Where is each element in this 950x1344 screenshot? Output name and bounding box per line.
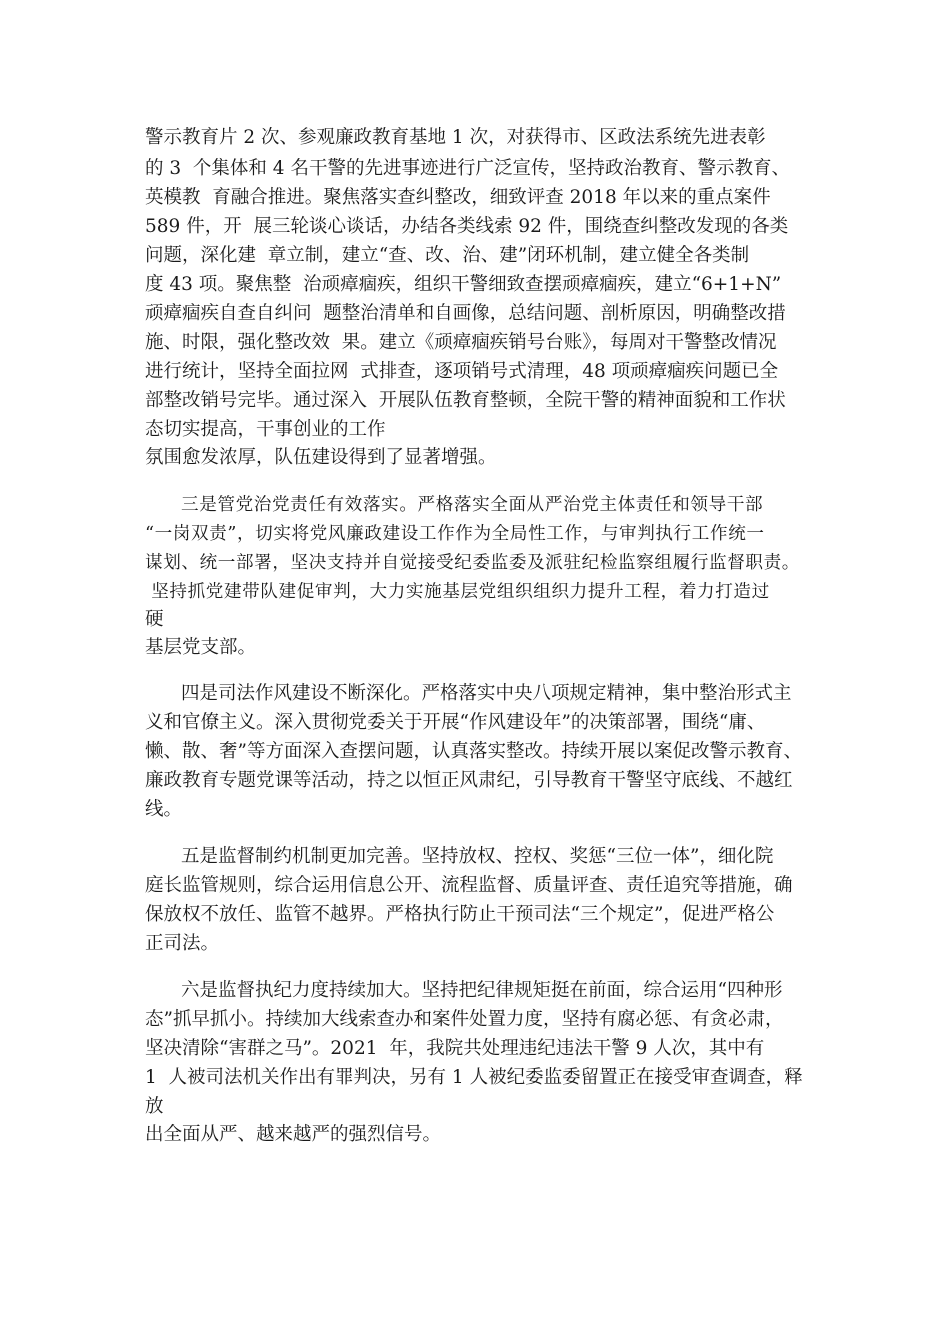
paragraph-1-line-3: 英模教 育融合推进。聚焦落实查纠整改，细致评查 2018 年以来的重点案件 — [145, 187, 771, 208]
paragraph-3-line-4: 廉政教育专题党课等活动，持之以恒正风肃纪，引导教育干警坚守底线、不越红 — [145, 770, 793, 791]
paragraph-2-line-3: 谋划、统一部署，坚决支持并自觉接受纪委监委及派驻纪检监察组履行监督职责。 — [145, 553, 800, 573]
paragraph-5-line-5: 放 — [145, 1096, 164, 1117]
paragraph-4-line-1: 五是监督制约机制更加完善。坚持放权、控权、奖惩“三位一体”，细化院 — [181, 846, 774, 867]
paragraph-1-line-10: 部整改销号完毕。通过深入 开展队伍教育整顿，全院干警的精神面貌和工作状 — [145, 390, 786, 411]
paragraph-3-line-3: 懒、散、奢”等方面深入查摆问题，认真落实整改。持续开展以案促改警示教育、 — [145, 741, 802, 762]
paragraph-2-line-2: “一岗双责”，切实将党风廉政建设工作作为全局性工作，与审判执行工作统一 — [145, 524, 765, 544]
paragraph-1-line-2: 的 3 个集体和 4 名干警的先进事迹进行广泛宣传，坚持政治教育、警示教育、 — [145, 158, 790, 179]
paragraph-4-line-4: 正司法。 — [145, 933, 220, 954]
paragraph-1-line-9: 进行统计，坚持全面拉网 式排查，逐项销号式清理，48 项顽瘴痼疾问题已全 — [145, 361, 779, 382]
paragraph-1-line-4: 589 件，开 展三轮谈心谈话，办结各类线索 92 件，围绕查纠整改发现的各类 — [145, 216, 789, 237]
paragraph-1-line-8: 施、时限，强化整改效 果。建立《顽瘴痼疾销号台账》，每周对干警整改情况 — [145, 332, 777, 353]
paragraph-2-line-4: 坚持抓党建带队建促审判，大力实施基层党组织组织力提升工程，着力打造过 — [145, 582, 770, 602]
paragraph-4-line-2: 庭长监管规则，综合运用信息公开、流程监督、质量评查、责任追究等措施，确 — [145, 875, 793, 896]
paragraph-1-line-6: 度 43 项。聚焦整 治顽瘴痼疾，组织干警细致查摆顽瘴痼疾，建立“6+1+N” — [145, 274, 782, 295]
paragraph-2-line-6: 基层党支部。 — [145, 637, 257, 658]
paragraph-2-line-1: 三是管党治党责任有效落实。严格落实全面从严治党主体责任和领导干部 — [181, 495, 764, 515]
paragraph-1-line-5: 问题，深化建 章立制，建立“查、改、治、建”闭环机制，建立健全各类制 — [145, 245, 750, 266]
paragraph-4-line-3: 保放权不放任、监管不越界。严格执行防止干预司法“三个规定”，促进严格公 — [145, 904, 775, 925]
paragraph-3-line-2: 义和官僚主义。深入贯彻党委关于开展“作风建设年”的决策部署，围绕“庸、 — [145, 712, 766, 733]
paragraph-2-line-5: 硬 — [145, 609, 164, 630]
paragraph-3-line-1: 四是司法作风建设不断深化。严格落实中央八项规定精神，集中整治形式主 — [181, 683, 792, 704]
paragraph-1-line-11: 态切实提高，干事创业的工作 — [145, 419, 386, 440]
paragraph-3-line-5: 线。 — [145, 799, 183, 820]
paragraph-5-line-6: 出全面从严、越来越严的强烈信号。 — [145, 1124, 442, 1145]
paragraph-1-line-7: 顽瘴痼疾自查自纠问 题整治清单和自画像，总结问题、剖析原因，明确整改措 — [145, 303, 786, 324]
paragraph-1-line-12: 氛围愈发浓厚，队伍建设得到了显著增强。 — [145, 447, 497, 468]
paragraph-5-line-1: 六是监督执纪力度持续加大。坚持把纪律规矩挺在前面，综合运用“四种形 — [181, 980, 783, 1001]
paragraph-1-line-1: 警示教育片 2 次、参观廉政教育基地 1 次，对获得市、区政法系统先进表彰 — [145, 127, 766, 148]
paragraph-5-line-2: 态”抓早抓小。持续加大线索查办和案件处置力度，坚持有腐必惩、有贪必肃， — [145, 1009, 784, 1030]
paragraph-5-line-3: 坚决清除“害群之马”。2021 年，我院共处理违纪违法干警 9 人次，其中有 — [145, 1038, 765, 1059]
paragraph-5-line-4: 1 人被司法机关作出有罪判决，另有 1 人被纪委监委留置正在接受审查调查，释 — [145, 1067, 803, 1088]
